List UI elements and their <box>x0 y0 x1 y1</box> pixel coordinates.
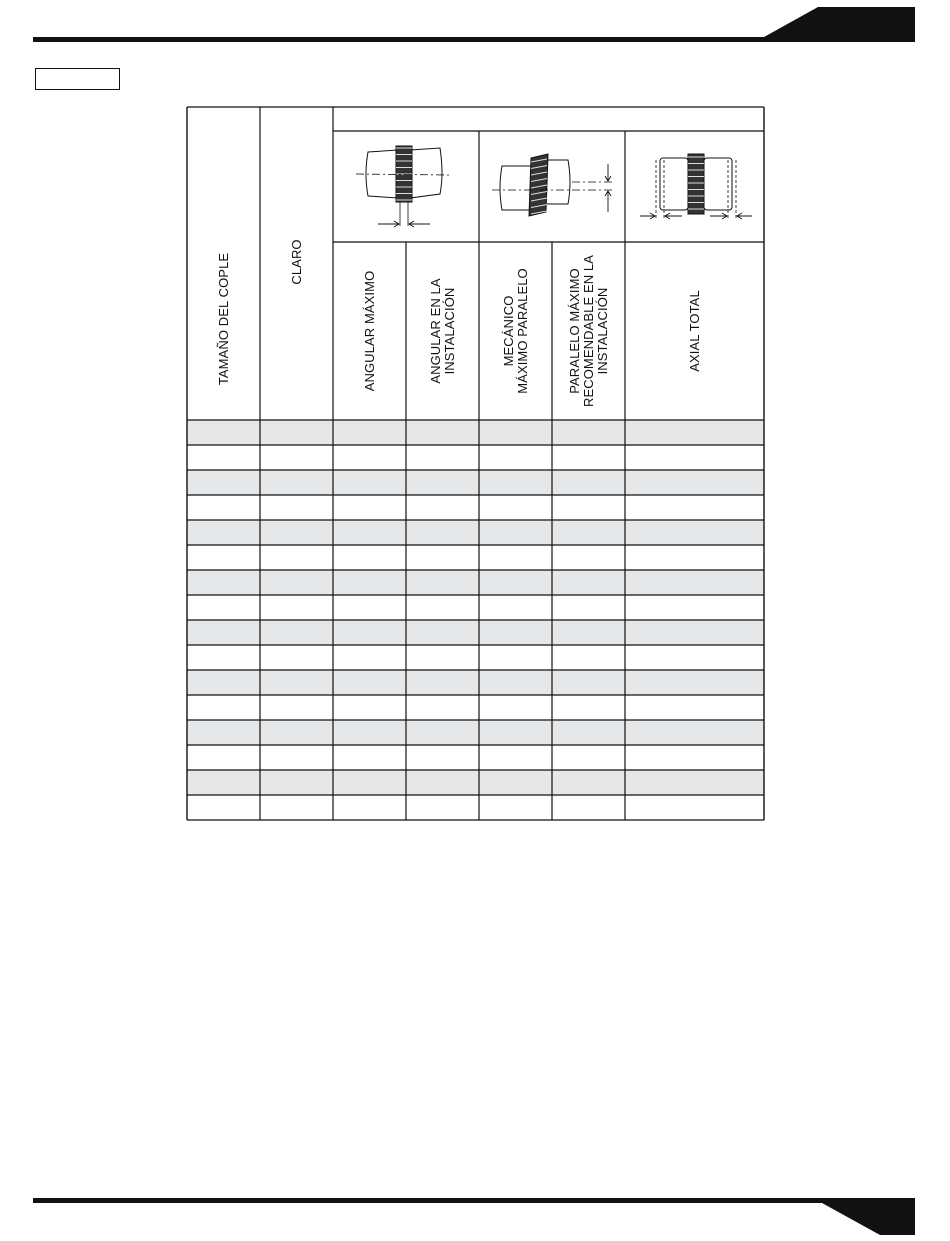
table-row <box>187 745 764 770</box>
table-row <box>187 420 764 445</box>
footer-rule-line <box>33 1198 915 1203</box>
table-row <box>187 645 764 670</box>
table-row <box>187 620 764 645</box>
col-header-parallel-install: PARALELO MÁXIMO RECOMENDABLE EN LA INSTALACIÓN <box>566 254 610 408</box>
table-row <box>187 670 764 695</box>
table-row <box>187 770 764 795</box>
table-row <box>187 470 764 495</box>
parallel-misalignment-icon <box>492 154 614 216</box>
table-row <box>187 570 764 595</box>
table-row <box>187 720 764 745</box>
table-row <box>187 445 764 470</box>
table-row <box>187 520 764 545</box>
col-header-parallel-max: MECÁNICO MÁXIMO PARALELO <box>500 268 530 394</box>
footer-corner-tab <box>822 1203 915 1235</box>
table-row <box>187 595 764 620</box>
angular-misalignment-icon <box>356 146 450 227</box>
footer-rule <box>0 1190 950 1241</box>
col-header-angular-install: ANGULAR EN LA INSTALACIÓN <box>427 278 457 384</box>
table-row <box>187 795 764 820</box>
col-header-size: TAMAÑO DEL COPLE <box>215 252 231 385</box>
table-row <box>187 695 764 720</box>
table-row <box>187 495 764 520</box>
col-header-angular-max: ANGULAR MÁXIMO <box>361 270 377 392</box>
axial-end-float-icon <box>640 154 752 220</box>
col-header-gap: CLARO <box>288 238 304 285</box>
col-header-axial-total: AXIAL TOTAL <box>686 290 702 372</box>
table-row <box>187 545 764 570</box>
